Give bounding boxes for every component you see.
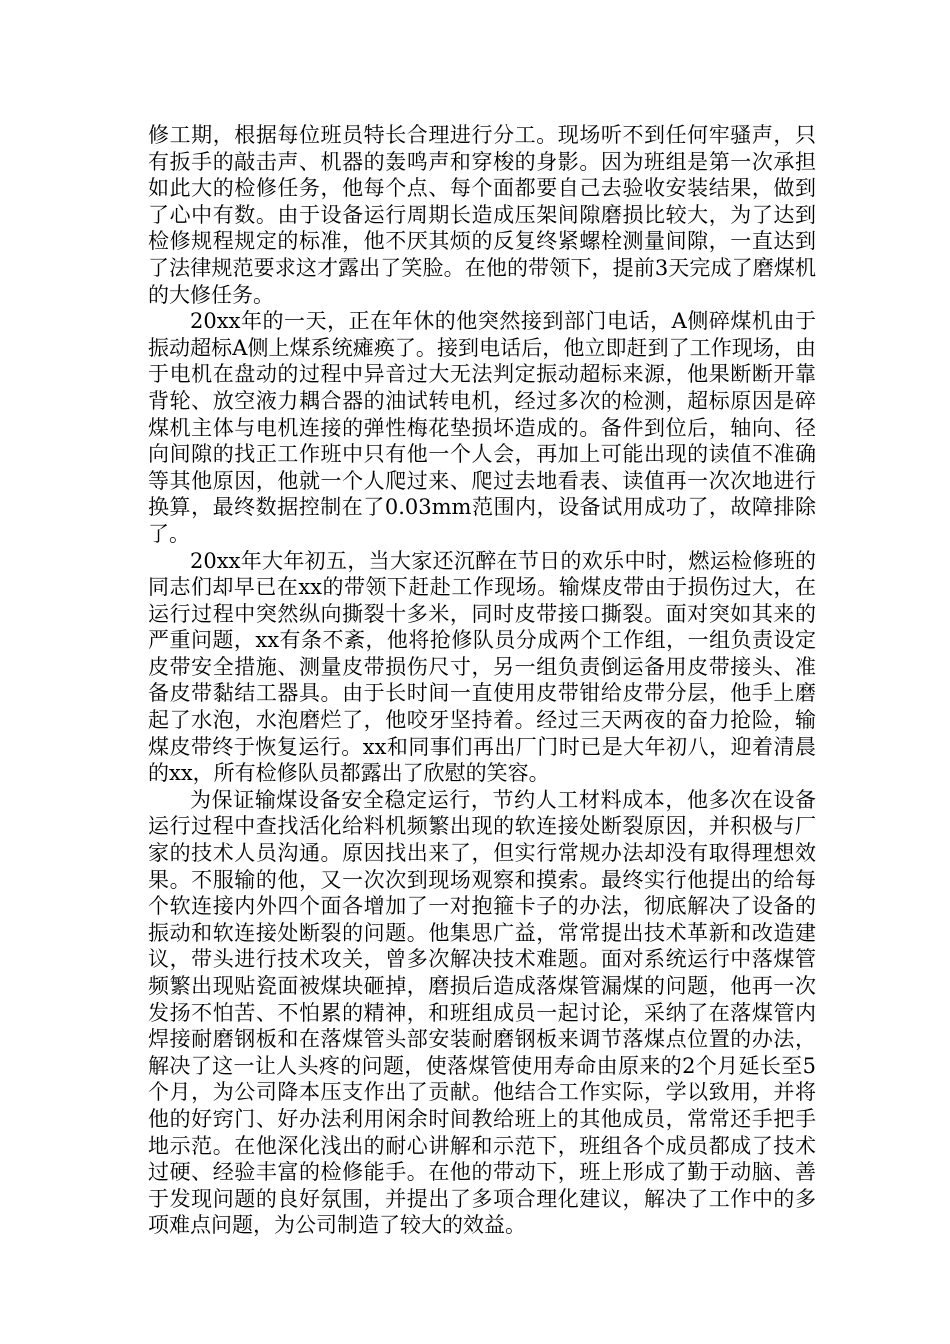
paragraph-4: 为保证输煤设备安全稳定运行，节约人工材料成本，他多次在设备运行过程中查找活化给料机频繁出现的软连接处断裂原因，并积极与厂家的技术人员沟通。原因找出来了，但实行常规办法却没有取得理想效果。不服输的他，又一次次到现场观察和摸索。最终实行他提出的给每个软连接内外四个面各增加了一对抱箍卡子的办法，彻底解决了设备的振动和软连接处断裂的问题。他集思广益，常常提出技术革新和改造建议，带头进行技术攻关，曾多次解决技术难题。面对系统运行中落煤管频繁出现贴瓷面被煤块砸掉，磨损后造成落煤管漏煤的问题，他再一次发扬不怕苦、不怕累的精神，和班组成员一起讨论，采纳了在落煤管内焊接耐磨钢板和在落煤管头部安装耐磨钢板来调节落煤点位置的办法，解决了这一让人头疼的问题，使落煤管使用寿命由原来的2个月延长至5个月，为公司降本压支作出了贡献。他结合工作实际，学以致用，并将他的好窍门、好办法利用闲余时间教给班上的其他成员，常常还手把手地示范。在他深化浅出的耐心讲解和示范下，班组各个成员都成了技术过硬、经验丰富的检修能手。在他的带动下，班上形成了勤于动脑、善于发现问题的良好氛围，并提出了多项合理化建议，解决了工作中的多项难点问题，为公司制造了较大的效益。 [148,787,816,1238]
paragraph-3: 20xx年大年初五，当大家还沉醉在节日的欢乐中时，燃运检修班的同志们却早已在xx的带领下赶赴工作现场。输煤皮带由于损伤过大，在运行过程中突然纵向撕裂十多米，同时皮带接口撕裂。面对突如其来的严重问题，xx有条不紊，他将抢修队员分成两个工作组，一组负责设定皮带安全措施、测量皮带损伤尺寸，另一组负责倒运备用皮带接头、准备皮带黏结工器具。由于长时间一直使用皮带钳给皮带分层，他手上磨起了水泡，水泡磨烂了，他咬牙坚持着。经过三天两夜的奋力抢险，输煤皮带终于恢复运行。xx和同事们再出厂门时已是大年初八，迎着清晨的xx，所有检修队员都露出了欣慰的笑容。 [148,548,816,786]
paragraph-1: 修工期，根据每位班员特长合理进行分工。现场听不到任何牢骚声，只有扳手的敲击声、机器的轰鸣声和穿梭的身影。因为班组是第一次承担如此大的检修任务，他每个点、每个面都要自己去验收安装结果，做到了心中有数。由于设备运行周期长造成压架间隙磨损比较大，为了达到检修规程规定的标准，他不厌其烦的反复终紧螺栓测量间隙，一直达到了法律规范要求这才露出了笑脸。在他的带领下，提前3天完成了磨煤机的大修任务。 [148,123,816,307]
document-body [148,122,816,1239]
paragraph-2: 20xx年的一天，正在年休的他突然接到部门电话，A侧碎煤机由于振动超标A侧上煤系统瘫痪了。接到电话后，他立即赶到了工作现场，由于电机在盘动的过程中异音过大无法判定振动超标来源，他果断断开靠背轮、放空液力耦合器的油试转电机，经过多次的检测，超标原因是碎煤机主体与电机连接的弹性梅花垫损坏造成的。备件到位后，轴向、径向间隙的找正工作班中只有他一个人会，再加上可能出现的读值不准确等其他原因，他就一个人爬过来、爬过去地看表、读值再一次次地进行换算，最终数据控制在了0.03mm范围内，设备试用成功了，故障排除了。 [148,309,816,546]
